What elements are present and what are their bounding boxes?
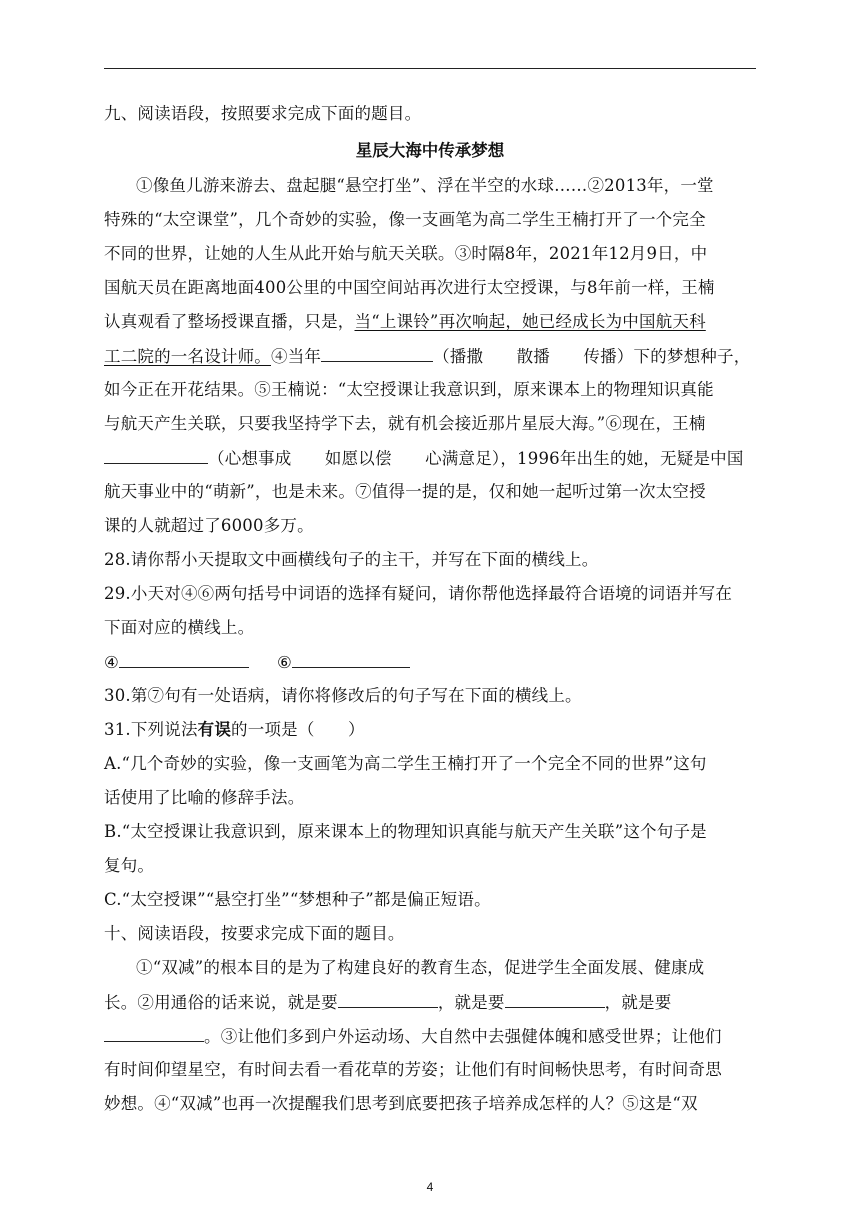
passage-line: 特殊的“太空课堂”，几个奇妙的实验，像一支画笔为高二学生王楠打开了一个完全 <box>104 210 706 229</box>
passage-text: ④当年 <box>271 347 322 366</box>
passage-line <box>104 991 671 1014</box>
answer-label-6: ⑥ <box>277 653 292 672</box>
passage-line <box>104 311 706 333</box>
passage-line: 课的人就超过了6000多万。 <box>104 516 314 535</box>
page-number: 4 <box>426 1180 434 1194</box>
passage-text: （播撒 散播 传播）下的梦想种子， <box>433 347 751 366</box>
question-29-cont: 下面对应的横线上。 <box>104 618 255 637</box>
question-30: 30.第⑦句有一处语病，请你将修改后的句子写在下面的横线上。 <box>104 686 582 705</box>
passage-line <box>104 1025 722 1048</box>
section-9-heading: 九、阅读语段，按照要求完成下面的题目。 <box>104 104 422 123</box>
passage-line: 航天事业中的“萌新”，也是未来。⑦值得一提的是，仅和她一起听过第一次太空授 <box>104 482 706 501</box>
header-rule <box>104 68 756 69</box>
option-b: B.“太空授课让我意识到，原来课本上的物理知识真能与航天产生关联”这个句子是 <box>104 822 707 841</box>
answer-blank-6[interactable] <box>104 447 208 464</box>
passage-line <box>104 447 744 470</box>
emphasis-text: 有误 <box>197 720 232 739</box>
passage-text: 长。②用通俗的话来说，就是要 <box>104 993 338 1012</box>
section-10-heading: 十、阅读语段，按要求完成下面的题目。 <box>104 924 405 943</box>
passage-line: ①像鱼儿游来游去、盘起腿“悬空打坐”、浮在半空的水球……②2013年，一堂 <box>136 176 714 195</box>
passage-line: 有时间仰望星空，有时间去看一看花草的芳姿；让他们有时间畅快思考，有时间奇思 <box>104 1060 722 1079</box>
option-b-cont: 复句。 <box>104 856 155 875</box>
passage-text: ，就是要 <box>604 993 672 1012</box>
passage-text: 认真观看了整场授课直播，只是， <box>104 312 355 331</box>
question-28: 28.请你帮小天提取文中画横线句子的主干，并写在下面的横线上。 <box>104 550 599 569</box>
option-a-cont: 话使用了比喻的修辞手法。 <box>104 788 305 807</box>
question-text: 31.下列说法 <box>104 720 198 739</box>
passage-line: 妙想。④“双减”也再一次提醒我们思考到底要把孩子培养成怎样的人？⑤这是“双 <box>104 1094 698 1113</box>
passage-line: ①“双减”的根本目的是为了构建良好的教育生态，促进学生全面发展、健康成 <box>136 958 705 977</box>
answer-line-4[interactable] <box>119 651 249 668</box>
question-29-answers <box>104 651 410 674</box>
passage-text: 。③让他们多到户外运动场、大自然中去强健体魄和感受世界；让他们 <box>204 1027 722 1046</box>
underlined-sentence: 当“上课铃”再次响起，她已经成长为中国航天科 <box>354 312 706 331</box>
passage-text: （心想事成 如愿以偿 心满意足），1996年出生的她，无疑是中国 <box>208 449 744 468</box>
answer-blank-c[interactable] <box>104 1025 204 1042</box>
passage-line <box>104 345 750 368</box>
option-a: A.“几个奇妙的实验，像一支画笔为高二学生王楠打开了一个完全不同的世界”这句 <box>104 754 707 773</box>
passage-text: ，就是要 <box>437 993 505 1012</box>
question-31 <box>104 719 365 741</box>
passage-line: 如今正在开花结果。⑤王楠说：“太空授课让我意识到，原来课本上的物理知识真能 <box>104 380 714 399</box>
answer-blank-4[interactable] <box>321 345 433 362</box>
answer-blank-a[interactable] <box>338 991 438 1008</box>
answer-label-4: ④ <box>104 653 119 672</box>
passage-line: 不同的世界，让她的人生从此开始与航天关联。③时隔8年，2021年12月9日，中 <box>104 244 708 263</box>
answer-blank-b[interactable] <box>505 991 605 1008</box>
question-text: 的一项是（ ） <box>231 720 365 739</box>
answer-line-6[interactable] <box>292 651 410 668</box>
passage-title: 星辰大海中传承梦想 <box>355 141 505 160</box>
passage-line: 国航天员在距离地面400公里的中国空间站再次进行太空授课，与8年前一样，王楠 <box>104 278 715 297</box>
passage-line: 与航天产生关联，只要我坚持学下去，就有机会接近那片星辰大海。”⑥现在，王楠 <box>104 414 706 433</box>
question-29: 29.小天对④⑥两句括号中词语的选择有疑问，请你帮他选择最符合语境的词语并写在 <box>104 584 733 603</box>
option-c: C.“太空授课”“悬空打坐”“梦想种子”都是偏正短语。 <box>104 890 491 909</box>
underlined-sentence-end: 工二院的一名设计师。 <box>104 347 271 366</box>
